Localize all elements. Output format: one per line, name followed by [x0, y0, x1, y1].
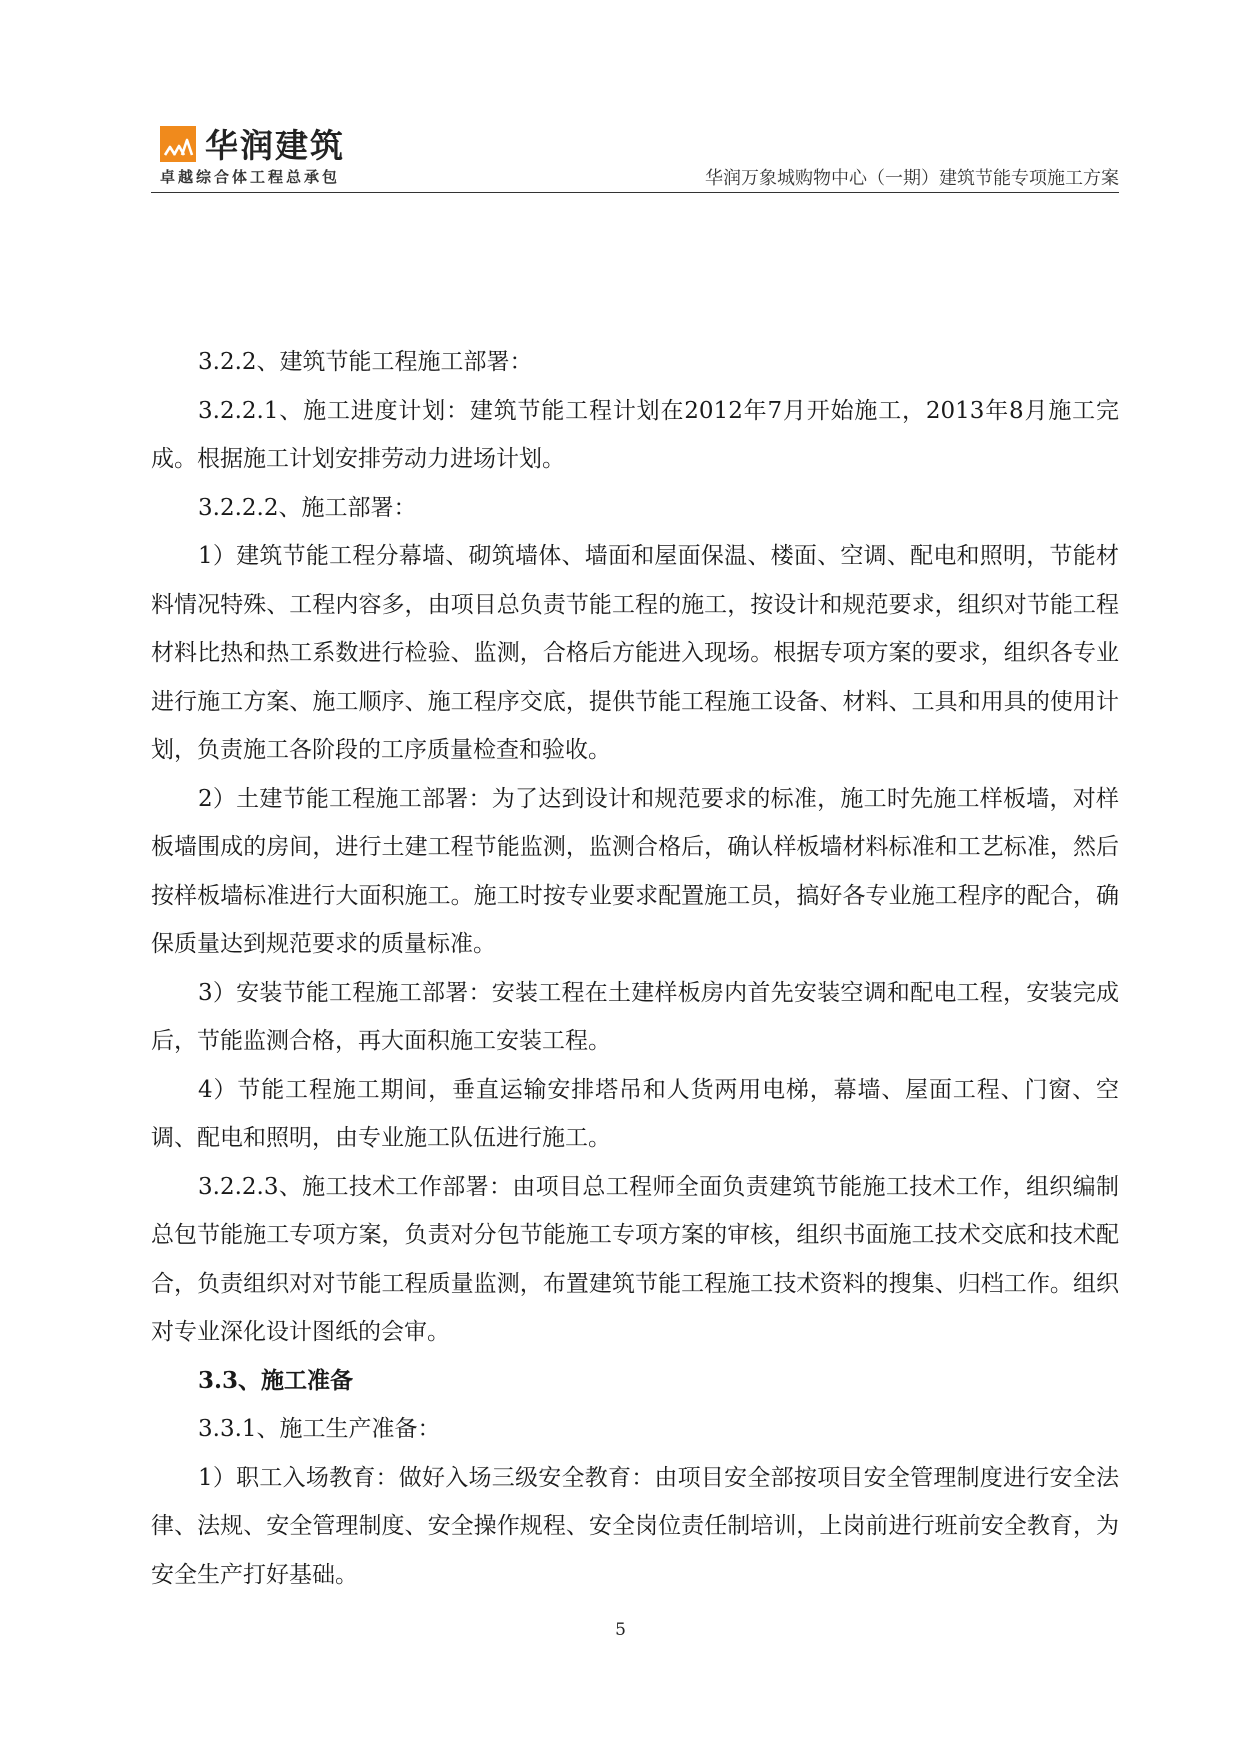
paragraph-heading-3-3-1: 3.3.1、施工生产准备： — [198, 1416, 441, 1442]
paragraph-item-3: 3）安装节能工程施工部署：安装工程在土建样板房内首先安装空调和配电工程，安装完成后，节能监测合格，再大面积施工安装工程。 — [151, 979, 1119, 1054]
paragraph-heading-3-2-2: 3.2.2、建筑节能工程施工部署： — [198, 349, 533, 375]
paragraph-item-1: 1）建筑节能工程分幕墙、砌筑墙体、墙面和屋面保温、楼面、空调、配电和照明，节能材料情况特殊、工程内容多，由项目总负责节能工程的施工，按设计和规范要求，组织对节能工程材料比热和热工系数进行检验、监测，合格后方能进入现场。根据专项方案的要求，组织各专业进行施工方案、施工顺序、施工程序交底，提供节能工程施工设备、材料、工具和用具的使用计划，负责施工各阶段的工序质量检查和验收。 — [151, 543, 1119, 763]
company-logo-icon — [160, 126, 196, 162]
page-header — [151, 120, 1119, 193]
paragraph-heading-3-2-2-2: 3.2.2.2、施工部署： — [198, 494, 417, 521]
paragraph-technical-deployment: 3.2.2.3、施工技术工作部署：由项目总工程师全面负责建筑节能施工技术工作，组织编制总包节能施工专项方案，负责对分包节能施工专项方案的审核，组织书面施工技术交底和技术配合，负责组织对对节能工程质量监测，布置建筑节能工程施工技术资料的搜集、归档工作。组织对专业深化设计图纸的会审。 — [151, 1173, 1119, 1345]
paragraph-item-4: 4）节能工程施工期间，垂直运输安排塔吊和人货两用电梯，幕墙、屋面工程、门窗、空调、配电和照明，由专业施工队伍进行施工。 — [151, 1076, 1119, 1151]
paragraph-safety-education: 1）职工入场教育：做好入场三级安全教育：由项目安全部按项目安全管理制度进行安全法律、法规、安全管理制度、安全操作规程、安全岗位责任制培训，上岗前进行班前安全教育，为安全生产打好基础。 — [151, 1464, 1119, 1588]
paragraph-item-2: 2）土建节能工程施工部署：为了达到设计和规范要求的标准，施工时先施工样板墙，对样板墙围成的房间，进行土建工程节能监测，监测合格后，确认样板墙材料标准和工艺标准，然后按样板墙标准进行大面积施工。施工时按专业要求配置施工员，搞好各专业施工程序的配合，确保质量达到规范要求的质量标准。 — [151, 785, 1119, 957]
company-slogan: 卓越综合体工程总承包 — [160, 168, 341, 186]
paragraph-schedule: 3.2.2.1、施工进度计划：建筑节能工程计划在2012年7月开始施工，2013年8月施工完成。根据施工计划安排劳动力进场计划。 — [151, 397, 1119, 472]
page-content — [151, 338, 1119, 1599]
company-name: 华润建筑 — [205, 126, 345, 165]
section-heading: 3.3、施工准备 — [198, 1366, 354, 1394]
page-number: 5 — [615, 1620, 626, 1640]
document-title: 华润万象城购物中心（一期）建筑节能专项施工方案 — [705, 168, 1119, 189]
